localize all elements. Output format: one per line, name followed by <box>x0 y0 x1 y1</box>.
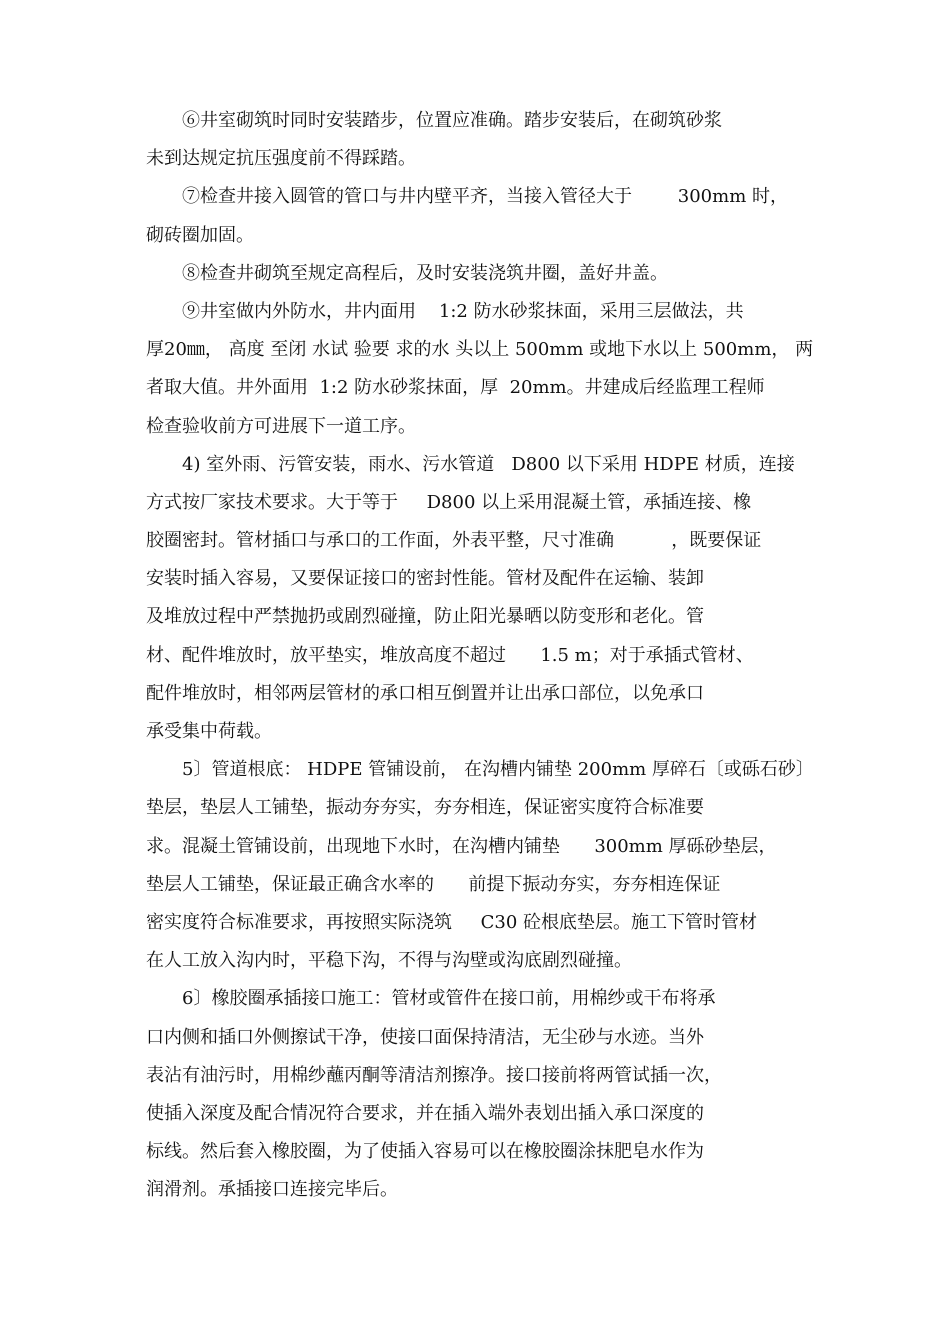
text-line: 使插入深度及配合情况符合要求，并在插入端外表划出插入承口深度的 <box>146 1102 704 1124</box>
document-body <box>146 102 816 1209</box>
text-line: 检查验收前方可进展下一道工序。 <box>146 415 416 437</box>
text-line: 承受集中荷载。 <box>146 721 272 742</box>
text-line: 厚20㎜， 高度 至闭 水试 验要 求的水 头以上 500mm 或地下水以上 500mm， 两 <box>146 339 814 361</box>
text-line: 及堆放过程中严禁抛扔或剧烈碰撞，防止阳光暴晒以防变形和老化。管 <box>146 606 704 628</box>
text-line: 胶圈密封。管材插口与承口的工作面，外表平整，尺寸准确 ，既要保证 <box>146 530 762 552</box>
text-line: 者取大值。井外面用 1:2 防水砂浆抹面，厚 20mm。井建成后经监理工程师 <box>146 377 765 399</box>
text-line: 方式按厂家技术要求。大于等于 D800 以上采用混凝土管，承插连接、橡 <box>146 491 752 513</box>
text-line: 砌砖圈加固。 <box>146 224 254 246</box>
text-line: 垫层，垫层人工铺垫，振动夯夯实，夯夯相连，保证密实度符合标准要 <box>146 797 704 819</box>
text-line: 5〕管道根底： HDPE 管铺设前， 在沟槽内铺垫 200mm 厚碎石〔或砾石砂〕 <box>182 759 814 781</box>
text-line: 润滑剂。承插接口连接完毕后。 <box>146 1179 398 1201</box>
text-line: ⑦检查井接入圆管的管口与井内壁平齐，当接入管径大于 300mm 时， <box>182 186 788 208</box>
text-line: 在人工放入沟内时，平稳下沟，不得与沟壁或沟底剧烈碰撞。 <box>146 950 632 972</box>
text-line: 4) 室外雨、污管安装，雨水、污水管道 D800 以下采用 HDPE 材质，连接 <box>182 453 795 475</box>
text-line: ⑨井室做内外防水，井内面用 1:2 防水砂浆抹面，采用三层做法，共 <box>182 300 744 322</box>
text-line: 未到达规定抗压强度前不得踩踏。 <box>146 148 416 170</box>
text-line: 安装时插入容易，又要保证接口的密封性能。管材及配件在运输、装卸 <box>146 568 704 590</box>
text-line: 求。混凝土管铺设前，出现地下水时，在沟槽内铺垫 300mm 厚砾砂垫层， <box>146 835 777 857</box>
text-line: 垫层人工铺垫，保证最正确含水率的 前提下振动夯实，夯夯相连保证 <box>146 873 721 895</box>
text-line: 材、配件堆放时，放平垫实，堆放高度不超过 1.5 m；对于承插式管材、 <box>146 644 754 666</box>
text-line: ⑥井室砌筑时同时安装踏步，位置应准确。踏步安装后，在砌筑砂浆 <box>182 110 722 131</box>
text-line: 表沾有油污时，用棉纱蘸丙酮等清洁剂擦净。接口接前将两管试插一次， <box>146 1064 722 1086</box>
text-line: 6〕橡胶圈承插接口施工：管材或管件在接口前，用棉纱或干布将承 <box>182 988 716 1010</box>
text-line: 密实度符合标准要求，再按照实际浇筑 C30 砼根底垫层。施工下管时管材 <box>146 911 758 933</box>
text-line: 口内侧和插口外侧擦试干净，使接口面保持清洁，无尘砂与水迹。当外 <box>146 1026 704 1048</box>
text-line: 标线。然后套入橡胶圈，为了使插入容易可以在橡胶圈涂抹肥皂水作为 <box>146 1141 704 1163</box>
text-line: ⑧检查井砌筑至规定高程后，及时安装浇筑井圈，盖好井盖。 <box>182 262 668 284</box>
text-line: 配件堆放时，相邻两层管材的承口相互倒置并让出承口部位，以免承口 <box>146 682 704 704</box>
